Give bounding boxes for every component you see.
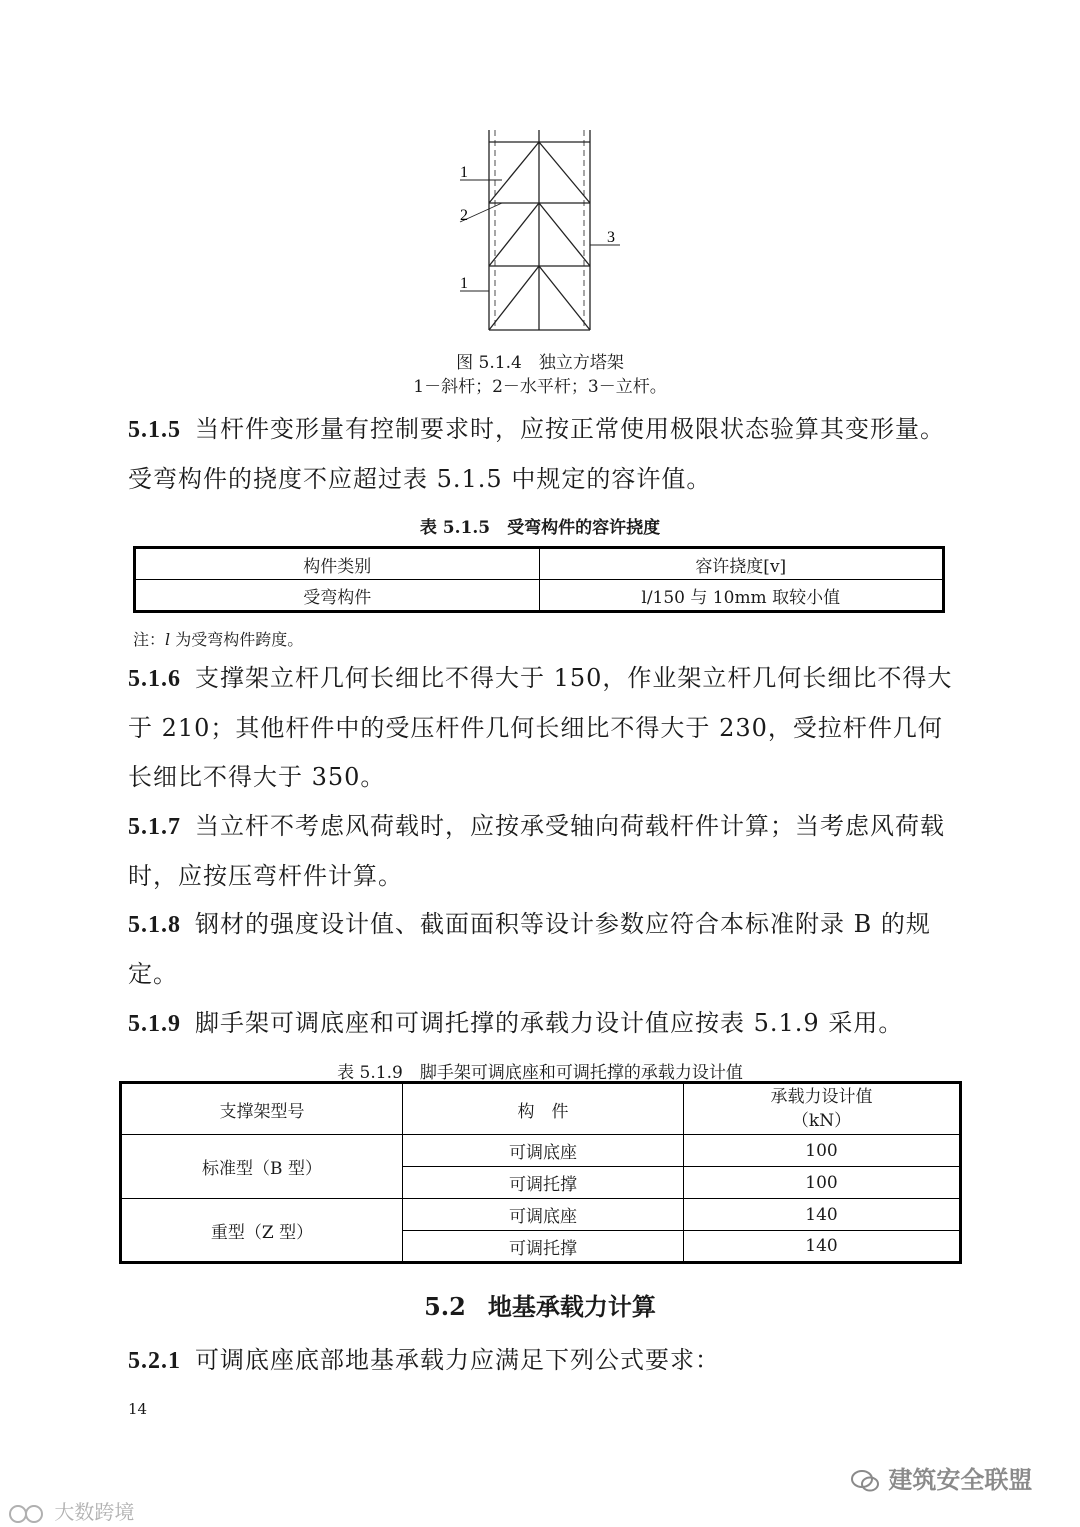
table-cell: 140 [684,1199,961,1231]
table-header-cell: 构 件 [403,1083,684,1135]
header-line: 承载力设计值 [770,1087,873,1107]
note-prefix: 注： [133,630,166,649]
note-text: 为受弯构件跨度。 [170,630,304,649]
table-cell: 可调托撑 [403,1167,684,1199]
brand-logo-icon [8,1503,48,1525]
clause-number: 5.1.9 [128,1011,181,1037]
label-2: 2 [460,207,468,224]
table-row [121,1135,961,1167]
table-row [121,1199,961,1231]
tower-frame-diagram [440,125,640,340]
watermark-left [8,1496,134,1525]
table-cell: 可调托撑 [403,1231,684,1263]
table-header-cell: 构件类别 [135,548,540,580]
table-cell: 140 [684,1231,961,1263]
table-5-1-5-title: 表 5.1.5 受弯构件的容许挠度 [419,518,661,538]
table-header-cell: 支撑架型号 [121,1083,403,1135]
watermark-left-text: 大数跨境 [54,1500,135,1524]
table-cell: 100 [684,1135,961,1167]
page-number: 14 [128,1400,148,1418]
figure-caption: 图 5.1.4 独立方塔架 [456,353,624,373]
table-cell: 重型（Z 型） [121,1199,403,1263]
clause-text: 当杆件变形量有控制要求时，应按正常使用极限状态验算其变形量。受弯构件的挠度不应超过表 5.1.5 中规定的容许值。 [128,415,945,493]
clause-text: 支撑架立杆几何长细比不得大于 150，作业架立杆几何长细比不得大于 210；其他杆件中的受压杆件几何长细比不得大于 230，受拉杆件几何长细比不得大于 350。 [128,664,953,791]
clause-5-2-1 [128,1336,958,1386]
clause-number: 5.1.8 [128,912,181,938]
clause-text: 当立杆不考虑风荷载时，应按承受轴向荷载杆件计算；当考虑风荷载时，应按压弯杆件计算。 [128,812,945,890]
note-variable: l [165,630,171,649]
wechat-icon [850,1468,880,1494]
table-5-1-9-title: 表 5.1.9 脚手架可调底座和可调托撑的承载力设计值 [337,1063,743,1083]
table-5-1-5 [133,546,945,613]
watermark-right-text: 建筑安全联盟 [888,1466,1033,1494]
clause-number: 5.1.6 [128,666,181,692]
clause-text: 脚手架可调底座和可调托撑的承载力设计值应按表 5.1.9 采用。 [195,1009,904,1037]
clause-5-1-5 [128,405,958,504]
section-number: 5.2 [424,1292,466,1321]
table-cell: l/150 与 10mm 取较小值 [539,580,944,612]
label-1-top: 1 [460,164,468,181]
clause-number: 5.2.1 [128,1348,181,1374]
clause-number: 5.1.7 [128,814,181,840]
figure-legend: 1－斜杆；2－水平杆；3－立杆。 [413,377,667,397]
table-cell: 可调底座 [403,1135,684,1167]
label-1-bottom: 1 [460,275,468,292]
table-5-1-5-note [133,627,303,650]
table-cell: 标准型（B 型） [121,1135,403,1199]
clause-5-1-8 [128,900,958,999]
clause-number: 5.1.5 [128,417,181,443]
clause-5-1-9 [128,999,958,1049]
table-header-cell: 容许挠度[v] [539,548,944,580]
table-5-1-9 [119,1081,962,1264]
section-heading: 地基承载力计算 [487,1292,656,1321]
clause-text: 可调底座底部地基承载力应满足下列公式要求： [195,1346,720,1374]
label-3: 3 [607,229,615,246]
clause-5-1-7 [128,802,958,901]
clause-text: 钢材的强度设计值、截面面积等设计参数应符合本标准附录 B 的规定。 [128,910,931,988]
watermark-right [850,1460,1032,1495]
table-cell: 100 [684,1167,961,1199]
table-cell: 受弯构件 [135,580,540,612]
header-unit: （kN） [791,1111,852,1131]
table-header-cell [684,1083,961,1135]
table-cell: 可调底座 [403,1199,684,1231]
clause-5-1-6 [128,654,958,802]
section-title [0,1287,1080,1322]
